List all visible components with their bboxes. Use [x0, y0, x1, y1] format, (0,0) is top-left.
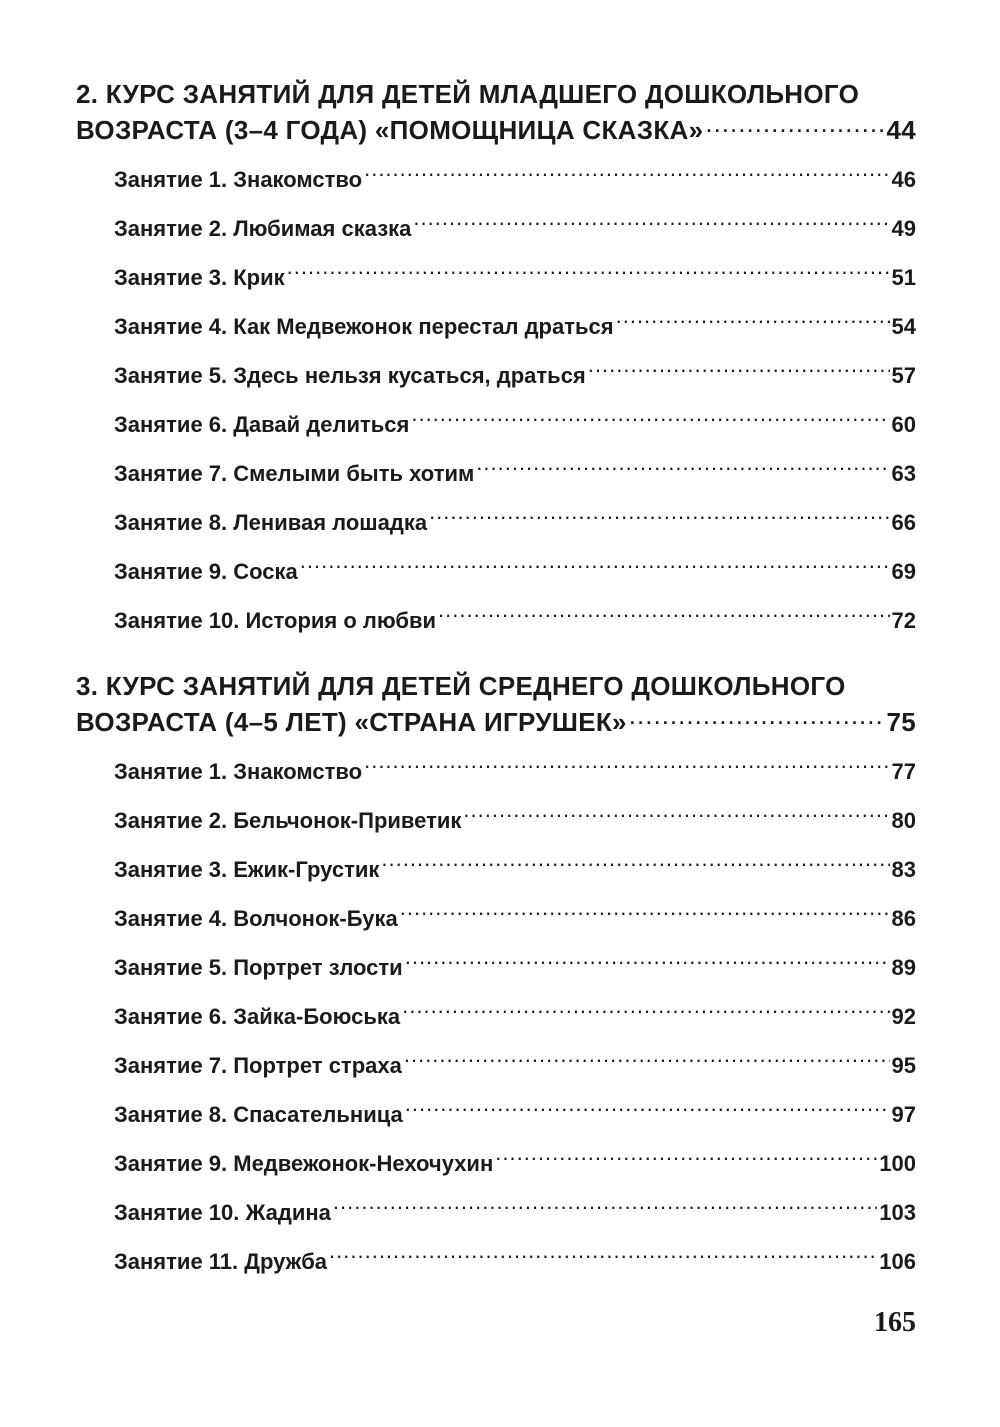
toc-entry-title: Занятие 10. История о любви — [114, 608, 437, 633]
toc-entry-page: 80 — [891, 808, 916, 833]
toc-entry-page: 106 — [879, 1249, 916, 1274]
toc-entry-title: Занятие 3. Крик — [114, 265, 285, 290]
toc-entry-page: 86 — [891, 906, 916, 931]
toc-entry-title: Занятие 5. Портрет злости — [114, 955, 403, 980]
dot-leader — [404, 1051, 890, 1073]
dot-leader — [705, 113, 884, 139]
toc-entry-page: 69 — [891, 559, 916, 584]
toc-entry-page: 83 — [891, 857, 916, 882]
dot-leader — [463, 806, 889, 828]
dot-leader — [364, 165, 889, 187]
toc-entry-page: 66 — [891, 510, 916, 535]
toc-entry — [114, 209, 916, 258]
toc-entry-page: 100 — [879, 1151, 916, 1176]
dot-leader — [400, 904, 890, 926]
section-heading: 3. КУРС ЗАНЯТИЙ ДЛЯ ДЕТЕЙ СРЕДНЕГО ДОШКОЛЬНОГО — [76, 671, 846, 701]
toc-entry-title: Занятие 4. Волчонок-Бука — [114, 906, 398, 931]
toc-entry-title: Занятие 9. Соска — [114, 559, 298, 584]
toc-entry — [114, 997, 916, 1046]
dot-leader — [438, 606, 889, 628]
toc-entry-title: Занятие 7. Смелыми быть хотим — [114, 461, 475, 486]
toc-entry-title: Занятие 8. Спасательница — [114, 1102, 403, 1127]
toc-entry-title: Занятие 2. Бельчонок-Приветик — [114, 808, 462, 833]
toc-entry — [114, 948, 916, 997]
toc-entry-page: 92 — [891, 1004, 916, 1029]
toc-entry-page: 63 — [891, 461, 916, 486]
toc-entry-title: Занятие 2. Любимая сказка — [114, 216, 412, 241]
toc-entry-title: Занятие 6. Зайка-Боюська — [114, 1004, 401, 1029]
dot-leader — [413, 214, 889, 236]
toc-entry — [114, 1144, 916, 1193]
dot-leader — [329, 1247, 877, 1269]
toc-entry — [114, 307, 916, 356]
toc-entry-title: Занятие 1. Знакомство — [114, 167, 363, 192]
toc-entry — [114, 1095, 916, 1144]
toc-entry-page: 77 — [891, 759, 916, 784]
toc-entry — [114, 752, 916, 801]
toc-entry — [114, 601, 916, 650]
dot-leader — [495, 1149, 877, 1171]
toc-entry — [114, 552, 916, 601]
toc-entry-title: Занятие 1. Знакомство — [114, 759, 363, 784]
toc-section-2 — [76, 76, 916, 650]
toc-entry-page: 49 — [891, 216, 916, 241]
toc-entry-title: Занятие 7. Портрет страха — [114, 1053, 402, 1078]
toc-entry-page: 103 — [879, 1200, 916, 1225]
toc-entry-page: 46 — [891, 167, 916, 192]
toc-entry-page: 54 — [891, 314, 916, 339]
toc-section-3 — [76, 668, 916, 1291]
page-number: 165 — [874, 1307, 916, 1338]
dot-leader — [476, 459, 889, 481]
dot-leader — [333, 1198, 877, 1220]
section-page-number: 44 — [886, 115, 916, 145]
toc-entry-title: Занятие 6. Давай делиться — [114, 412, 410, 437]
dot-leader — [616, 312, 890, 334]
dot-leader — [429, 508, 889, 530]
dot-leader — [300, 557, 890, 579]
toc-entry — [114, 405, 916, 454]
toc-entry-title: Занятие 5. Здесь нельзя кусаться, драться — [114, 363, 586, 388]
section-heading: 2. КУРС ЗАНЯТИЙ ДЛЯ ДЕТЕЙ МЛАДШЕГО ДОШКОЛЬНОГО — [76, 79, 860, 109]
toc-entry — [114, 1242, 916, 1291]
toc-entry-title: Занятие 10. Жадина — [114, 1200, 331, 1225]
dot-leader — [287, 263, 890, 285]
dot-leader — [411, 410, 889, 432]
toc-entry-page: 95 — [891, 1053, 916, 1078]
toc-entry-page: 97 — [891, 1102, 916, 1127]
toc-entry — [114, 454, 916, 503]
section-page-number: 75 — [886, 707, 916, 737]
toc-entry — [114, 160, 916, 209]
toc-entry — [114, 899, 916, 948]
section-heading-continuation: ВОЗРАСТА (4–5 ЛЕТ) «СТРАНА ИГРУШЕК» — [76, 707, 627, 737]
toc-entry-title: Занятие 8. Ленивая лошадка — [114, 510, 428, 535]
toc-entry — [114, 1046, 916, 1095]
dot-leader — [629, 705, 885, 731]
toc-entry-title: Занятие 4. Как Медвежонок перестал драться — [114, 314, 614, 339]
toc-entry-page: 89 — [891, 955, 916, 980]
toc-entry-title: Занятие 11. Дружба — [114, 1249, 328, 1274]
toc-entry-page: 72 — [891, 608, 916, 633]
toc-entry-title: Занятие 3. Ежик-Грустик — [114, 857, 380, 882]
section-heading-continuation: ВОЗРАСТА (3–4 ГОДА) «ПОМОЩНИЦА СКАЗКА» — [76, 115, 704, 145]
section-heading-row — [76, 704, 916, 744]
dot-leader — [381, 855, 889, 877]
dot-leader — [364, 757, 889, 779]
toc-entry-page: 51 — [891, 265, 916, 290]
toc-entry-page: 57 — [891, 363, 916, 388]
toc-entry — [114, 258, 916, 307]
dot-leader — [402, 1002, 889, 1024]
toc-entry — [114, 503, 916, 552]
toc-entry-title: Занятие 9. Медвежонок-Нехочухин — [114, 1151, 494, 1176]
toc-entry — [114, 850, 916, 899]
toc-entry — [114, 801, 916, 850]
dot-leader — [405, 1100, 890, 1122]
toc-entry — [114, 356, 916, 405]
toc-entry — [114, 1193, 916, 1242]
dot-leader — [405, 953, 890, 975]
toc-entry-page: 60 — [891, 412, 916, 437]
section-heading-row — [76, 112, 916, 152]
dot-leader — [588, 361, 890, 383]
